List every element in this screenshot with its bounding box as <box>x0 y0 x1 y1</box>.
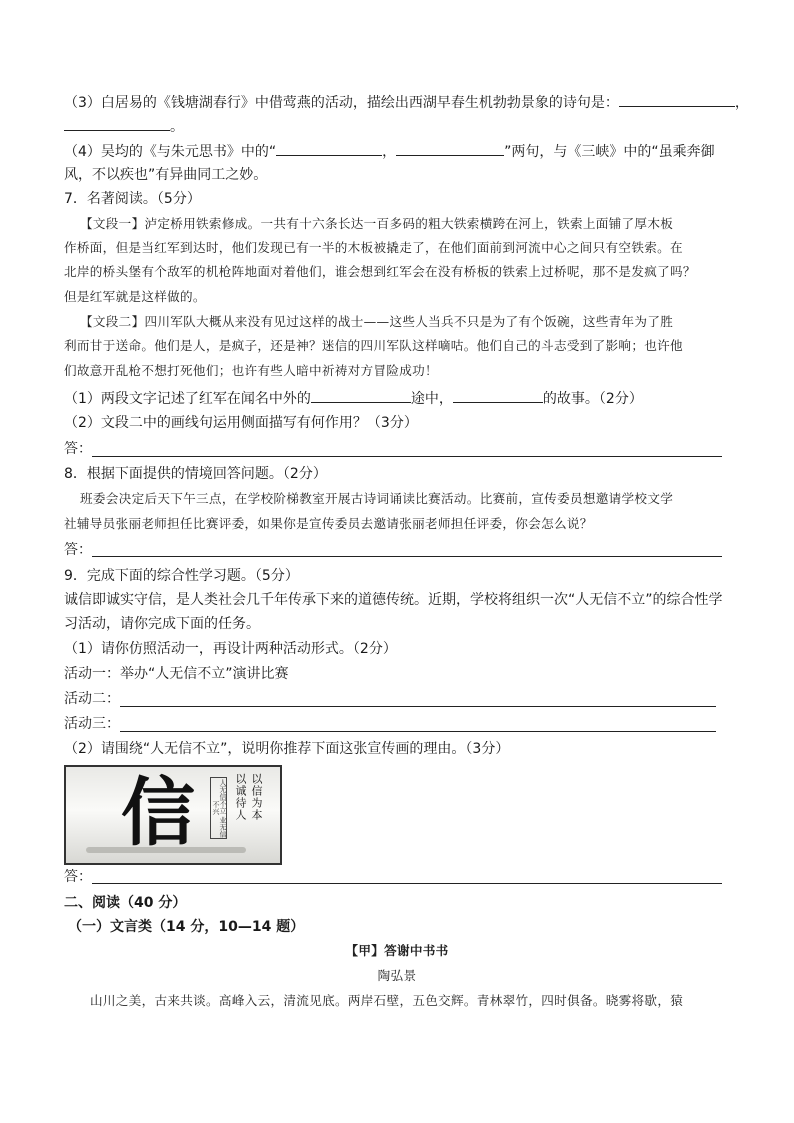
comma: ， <box>382 144 397 160</box>
period: 。 <box>170 119 184 135</box>
q7-passage1-line: 北岸的桥头堡有个敌军的机枪阵地面对着他们，谁会想到红军会在没有桥板的铁索上过桥呢，那不是发疯了吗？ <box>64 264 696 279</box>
answer-blank[interactable] <box>64 116 170 131</box>
q6-item4 <box>64 141 715 162</box>
answer-blank[interactable] <box>453 388 543 403</box>
q8-title: 8．根据下面提供的情境回答问题。（2分） <box>64 466 327 482</box>
text-title: 【甲】答谢中书书 <box>345 943 449 958</box>
q7-passage1-line: 【文段一】泸定桥用铁索修成。一共有十六条长达一百多码的粗大铁索横跨在河上，铁索上面铺了厚木板 <box>80 216 674 231</box>
poster-slogan-2: 以诚待人 <box>234 773 247 821</box>
q9-activity3-line[interactable] <box>120 731 716 732</box>
q7-title: 7．名著阅读。（5分） <box>64 191 201 207</box>
answer-blank[interactable] <box>396 141 504 156</box>
section2-title: 二、阅读（40 分） <box>64 895 187 911</box>
comma: ， <box>734 95 749 111</box>
q6-item3 <box>64 92 749 113</box>
q7-passage1-line: 但是红军就是这样做的。 <box>64 289 206 304</box>
q9-activity2-label: 活动二： <box>64 691 120 707</box>
q8-passage-line: 社辅导员张丽老师担任比赛评委，如果你是宣传委员去邀请张丽老师担任评委，你会怎么说？ <box>64 516 593 531</box>
q9-sub2: （2）请围绕“人无信不立”，说明你推荐下面这张宣传画的理由。（3分） <box>64 741 510 757</box>
section2-subtitle: （一）文言类（14 分，10—14 题） <box>68 919 305 935</box>
q7-answer-line[interactable] <box>92 456 722 457</box>
poster-slogan-1: 以信为本 <box>250 773 263 821</box>
answer-blank[interactable] <box>276 141 382 156</box>
q8-answer-line[interactable] <box>92 556 722 557</box>
q7-passage2-line: 利而甘于送命。他们是人，是疯子，还是神？迷信的四川军队这样嘀咕。他们自己的斗志受到了影响；也许他 <box>64 338 683 353</box>
q9-activity3-label: 活动三： <box>64 716 120 732</box>
q7-sub1-text-b: 途中， <box>410 391 453 407</box>
answer-blank[interactable] <box>311 388 411 403</box>
answer-blank[interactable] <box>619 92 735 107</box>
q9-intro-line: 诚信即诚实守信，是人类社会几千年传承下来的道德传统。近期，学校将组织一次“人无信不立”的综合性学 <box>64 592 723 608</box>
q6-item3-cont <box>64 116 184 137</box>
text-line: 山川之美，古来共谈。高峰入云，清流见底。两岸石壁，五色交辉。青林翠竹，四时俱备。晓雾将歇，猿 <box>90 993 684 1008</box>
q7-passage1-line: 作桥面，但是当红军到达时，他们发现已有一半的木板被撬走了，在他们面前到河流中心之间只有空铁索。在 <box>64 240 683 255</box>
q7-passage2-line: 【文段二】四川军队大概从来没有见过这样的战士——这些人当兵不只是为了有个饭碗，这些青年为了胜 <box>80 314 674 329</box>
q6-item4-cont: 风，不以疾也”有异曲同工之妙。 <box>64 167 268 183</box>
poster-image <box>64 765 282 865</box>
text-author: 陶弘景 <box>377 968 417 983</box>
q9-title: 9．完成下面的综合性学习题。（5分） <box>64 568 299 584</box>
q7-sub1-text-c: 的故事。（2分） <box>542 391 643 407</box>
q8-answer-label: 答： <box>64 542 92 558</box>
poster-stamp: 人无信不立 业无信不兴 <box>212 778 227 838</box>
q7-sub1-text-a: （1）两段文字记述了红军在闻名中外的 <box>64 391 311 407</box>
q9-sub1: （1）请你仿照活动一，再设计两种活动形式。（2分） <box>64 641 397 657</box>
q6-item3-text: （3）白居易的《钱塘湖春行》中借莺燕的活动，描绘出西湖早春生机勃勃景象的诗句是： <box>64 95 619 111</box>
q7-answer-label: 答： <box>64 441 92 457</box>
q8-passage-line: 班委会决定后天下午三点，在学校阶梯教室开展古诗词诵读比赛活动。比赛前，宣传委员想邀请学校文学 <box>80 491 674 506</box>
q9-answer-line[interactable] <box>92 883 722 884</box>
poster-big-character: 信 <box>121 770 195 856</box>
q7-sub2: （2）文段二中的画线句运用侧面描写有何作用？（3分） <box>64 415 418 431</box>
q9-answer-label: 答： <box>64 869 92 885</box>
q7-sub1 <box>64 388 643 409</box>
q6-item4-text-b: ”两句，与《三峡》中的“虽乘奔御 <box>504 144 715 160</box>
q9-activity2-line[interactable] <box>120 706 716 707</box>
q6-item4-text-a: （4）吴均的《与朱元思书》中的“ <box>64 144 277 160</box>
q9-activity1: 活动一：举办“人无信不立”演讲比赛 <box>64 666 289 682</box>
q9-intro-line: 习活动，请你完成下面的任务。 <box>64 616 260 632</box>
q7-passage2-line: 们故意开乱枪不想打死他们；也许有些人暗中祈祷对方冒险成功！ <box>64 363 438 378</box>
